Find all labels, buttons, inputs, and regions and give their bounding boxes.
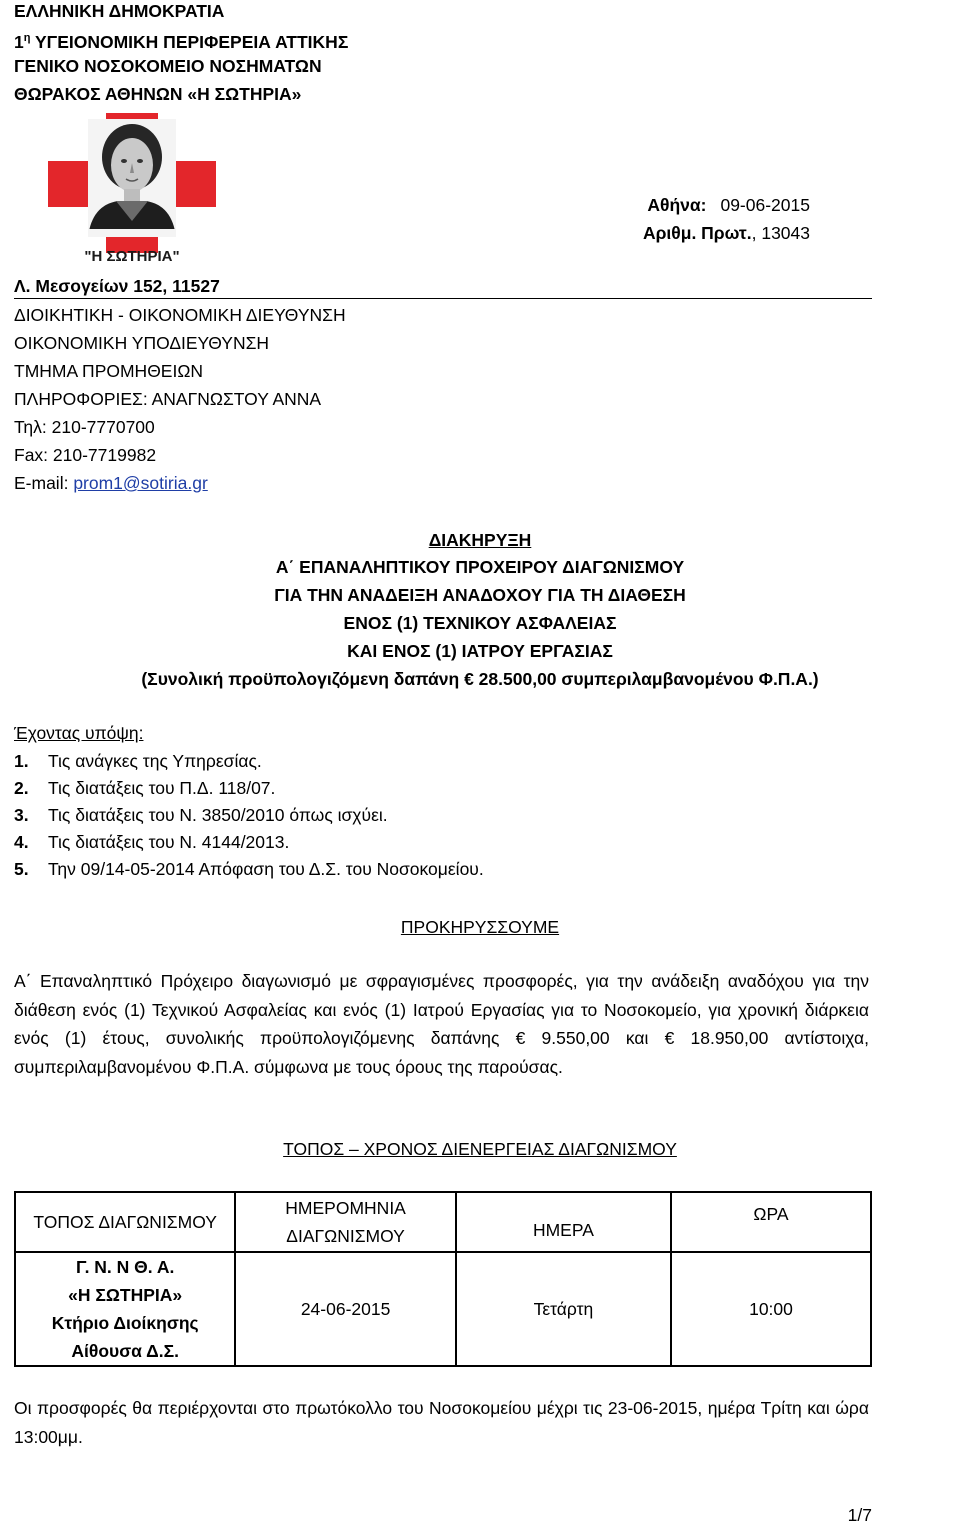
schedule-table [14, 1191, 872, 1367]
address-street: Λ. Μεσογείων 152, 11527 [14, 276, 220, 296]
list-item-text: Τις διατάξεις του Π.Δ. 118/07. [48, 778, 276, 798]
closing-paragraph: Οι προσφορές θα περιέρχονται στο πρωτόκολλο του Νοσοκομείου μέχρι τις 23-06-2015, ημέρα Τρίτη και ώρα 13:00μμ. [14, 1398, 869, 1447]
list-item-number: 3. [14, 805, 29, 825]
email-link[interactable]: prom1@sotiria.gr [73, 473, 208, 493]
cell-place-line-1: Γ. Ν. Ν Θ. Α. [75, 1257, 175, 1277]
address-email-label: E-mail: [14, 473, 74, 493]
list-item-number: 2. [14, 778, 29, 798]
address-email-line [14, 470, 208, 498]
table-header-row [15, 1192, 871, 1252]
proclaim-heading: ΠΡΟΚΗΡΥΣΣΟΥΜΕ [400, 917, 560, 937]
list-item-text: Τις διατάξεις του Ν. 4144/2013. [48, 832, 290, 852]
col-header-date [235, 1192, 456, 1252]
col-header-date-line-2: ΔΙΑΓΩΝΙΣΜΟΥ [286, 1226, 405, 1246]
schedule-heading: ΤΟΠΟΣ – ΧΡΟΝΟΣ ΔΙΕΝΕΡΓΕΙΑΣ ΔΙΑΓΩΝΙΣΜΟΥ [283, 1139, 677, 1159]
logo-caption: "Η ΣΩΤΗΡΙΑ" [84, 248, 180, 265]
cell-day: Τετάρτη [456, 1252, 671, 1366]
cell-place-line-4: Αίθουσα Δ.Σ. [71, 1341, 179, 1361]
list-item [14, 856, 484, 883]
hospital-logo [48, 113, 216, 265]
announcement-line-1: Α΄ ΕΠΑΝΑΛΗΠΤΙΚΟΥ ΠΡΟΧΕΙΡΟΥ ΔΙΑΓΩΝΙΣΜΟΥ [275, 557, 685, 577]
date-line [647, 191, 810, 220]
address-info: ΠΛΗΡΟΦΟΡΙΕΣ: ΑΝΑΓΝΩΣΤΟΥ ΑΝΝΑ [14, 389, 322, 409]
list-item [14, 802, 388, 829]
cell-place-line-3: Κτήριο Διοίκησης [51, 1313, 199, 1333]
header-line-3: ΓΕΝΙΚΟ ΝΟΣΟΚΟΜΕΙΟ ΝΟΣΗΜΑΤΩΝ [14, 56, 322, 76]
list-item-text: Τις διατάξεις του Ν. 3850/2010 όπως ισχύει. [48, 805, 388, 825]
announcement-budget-line: (Συνολική προϋπολογιζόμενη δαπάνη € 28.500,00 συμπεριλαμβανομένου Φ.Π.Α.) [141, 669, 819, 689]
announcement-title: ΔΙΑΚΗΡΥΞΗ [428, 530, 532, 550]
col-header-date-line-1: ΗΜΕΡΟΜΗΝΙΑ [285, 1198, 406, 1218]
list-item-text: Την 09/14-05-2014 Απόφαση του Δ.Σ. του Νοσοκομείου. [48, 859, 484, 879]
cell-place-line-2: «Η ΣΩΤΗΡΙΑ» [68, 1285, 183, 1305]
address-dept-2: ΟΙΚΟΝΟΜΙΚΗ ΥΠΟΔΙΕΥΘΥΝΣΗ [14, 333, 270, 353]
list-item-text: Τις ανάγκες της Υπηρεσίας. [48, 751, 262, 771]
header-line-2-superscript: η [23, 32, 31, 44]
header-line-2 [14, 25, 348, 56]
protocol-label: Αριθμ. Πρωτ. [642, 223, 752, 243]
list-item [14, 748, 262, 775]
list-item-number: 5. [14, 859, 29, 879]
date-value: 09-06-2015 [720, 195, 810, 215]
header-line-2-number: 1 [14, 31, 24, 52]
announcement-line-4: ΚΑΙ ΕΝΟΣ (1) ΙΑΤΡΟΥ ΕΡΓΑΣΙΑΣ [347, 641, 613, 661]
logo-image [48, 113, 216, 265]
cell-date: 24-06-2015 [235, 1252, 456, 1366]
list-item-number: 1. [14, 751, 29, 771]
col-header-place: ΤΟΠΟΣ ΔΙΑΓΩΝΙΣΜΟΥ [15, 1192, 235, 1252]
header-line-1: ΕΛΛΗΝΙΚΗ ΔΗΜΟΚΡΑΤΙΑ [14, 1, 225, 21]
address-fax: Fax: 210-7719982 [14, 445, 157, 465]
list-item [14, 775, 275, 802]
col-header-day: ΗΜΕΡΑ [456, 1192, 671, 1252]
address-dept-1: ΔΙΟΙΚΗΤΙΚΗ - ΟΙΚΟΝΟΜΙΚΗ ΔΙΕΥΘΥΝΣΗ [14, 305, 346, 325]
header-divider [14, 298, 872, 299]
announcement-line-2: ΓΙΑ ΤΗΝ ΑΝΑΔΕΙΞΗ ΑΝΑΔΟΧΟΥ ΓΙΑ ΤΗ ΔΙΑΘΕΣΗ [274, 585, 686, 605]
address-phone: Τηλ: 210-7770700 [14, 417, 155, 437]
page-number: 1/7 [847, 1505, 872, 1525]
cell-place [15, 1252, 235, 1366]
announcement-line-3: ΕΝΟΣ (1) ΤΕΧΝΙΚΟΥ ΑΣΦΑΛΕΙΑΣ [343, 613, 617, 633]
table-row [15, 1252, 871, 1366]
list-item [14, 829, 289, 856]
header-line-4: ΘΩΡΑΚΟΣ ΑΘΗΝΩΝ «Η ΣΩΤΗΡΙΑ» [14, 84, 302, 104]
date-label: Αθήνα: [647, 195, 707, 215]
considering-heading: Έχοντας υπόψη: [14, 723, 144, 743]
protocol-value: , 13043 [751, 223, 810, 243]
protocol-line [643, 219, 810, 248]
list-item-number: 4. [14, 832, 29, 852]
header-line-2-text: ΥΓΕΙΟΝΟΜΙΚΗ ΠΕΡΙΦΕΡΕΙΑ ΑΤΤΙΚΗΣ [30, 31, 349, 52]
cell-time: 10:00 [671, 1252, 871, 1366]
proclaim-body: Α΄ Επαναληπτικό Πρόχειρο διαγωνισμό με σφραγισμένες προσφορές, για την ανάδειξη αναδόχου για την διάθεση ενός (1) Τεχνικού Ασφαλείας και ενός (1) Ιατρού Εργασίας για το Νοσοκομείο, για χρονική διάρκεια ενός (1) έτους, συνολικής προϋπολογιζόμενης δαπάνης € 9.550,00 και € 18.950,00 αντίστοιχα, συμπεριλαμβανομένου Φ.Π.Α. σύμφωνα με τους όρους της παρούσας. [14, 971, 869, 1077]
address-dept-3: ΤΜΗΜΑ ΠΡΟΜΗΘΕΙΩΝ [14, 361, 204, 381]
col-header-time: ΩΡΑ [671, 1192, 871, 1252]
